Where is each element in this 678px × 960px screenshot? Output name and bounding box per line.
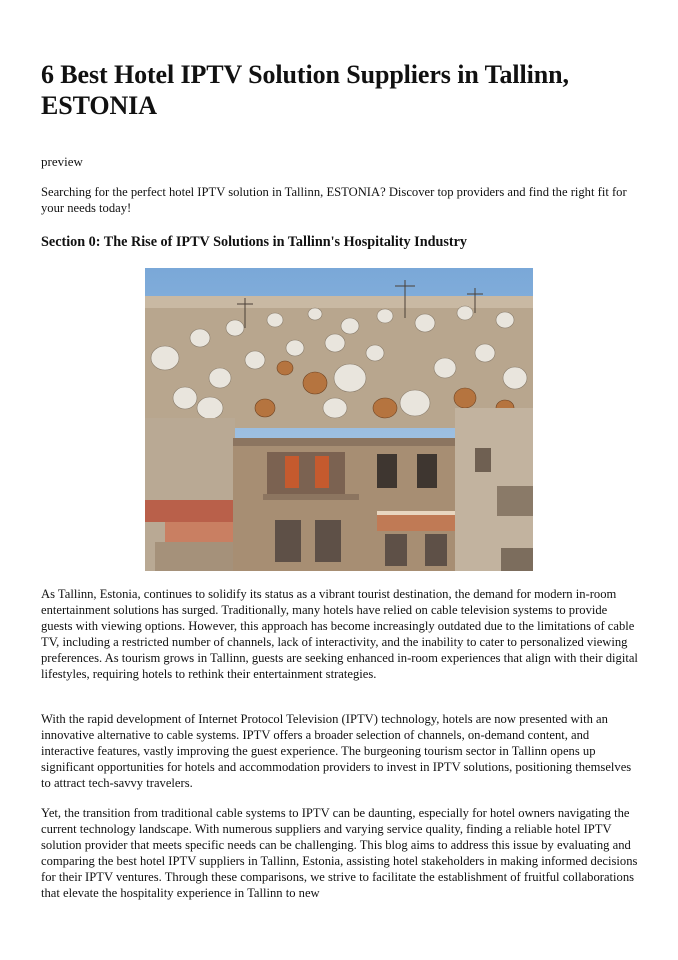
paragraph-1: As Tallinn, Estonia, continues to solidify its status as a vibrant tourist destination, the demand for modern in-room entertainment solutions has surged. Traditionally, many hotels have relied on cable television systems to provide guests with viewing options. However, this approach has become increasingly outdated due to the limitations of cable TV, including a restricted number of channels, lack of interactivity, and the inability to cater to personalized viewing preferences. As tourism grows in Tallinn, guests are seeking enhanced in-room experiences that align with their digital lifestyles, requiring hotels to rethink their entertainment strategies. bbox=[41, 587, 638, 681]
paragraph-3: Yet, the transition from traditional cable systems to IPTV can be daunting, especially for hotel owners navigating the current technology landscape. With numerous suppliers and varying service quality, finding a reliable hotel IPTV solution provider that meets specific needs can be challenging. This blog aims to address this issue by evaluating and comparing the best hotel IPTV suppliers in Tallinn, Estonia, assisting hotel stakeholders in making informed decisions for their IPTV ventures. Through these comparisons, we strive to facilitate the establishment of fruitful collaborations that elevate the hospitality experience in Tallinn to new bbox=[41, 806, 638, 900]
rooftop-satellite-dishes-photo bbox=[145, 268, 533, 571]
article-title: 6 Best Hotel IPTV Solution Suppliers in Tallinn, ESTONIA bbox=[41, 60, 569, 120]
preview-label: preview bbox=[41, 154, 83, 169]
section-heading: Section 0: The Rise of IPTV Solutions in Tallinn's Hospitality Industry bbox=[41, 234, 467, 250]
article-intro: Searching for the perfect hotel IPTV solution in Tallinn, ESTONIA? Discover top providers and find the right fit for your needs today! bbox=[41, 185, 627, 215]
paragraph-2: With the rapid development of Internet Protocol Television (IPTV) technology, hotels are now presented with an innovative alternative to cable systems. IPTV offers a broader selection of channels, on-demand content, and interactive features, vastly improving the guest experience. The burgeoning tourism sector in Tallinn opens up significant opportunities for hotels and accommodation providers to invest in IPTV solutions, positioning themselves to attract tech-savvy travelers. bbox=[41, 712, 632, 790]
